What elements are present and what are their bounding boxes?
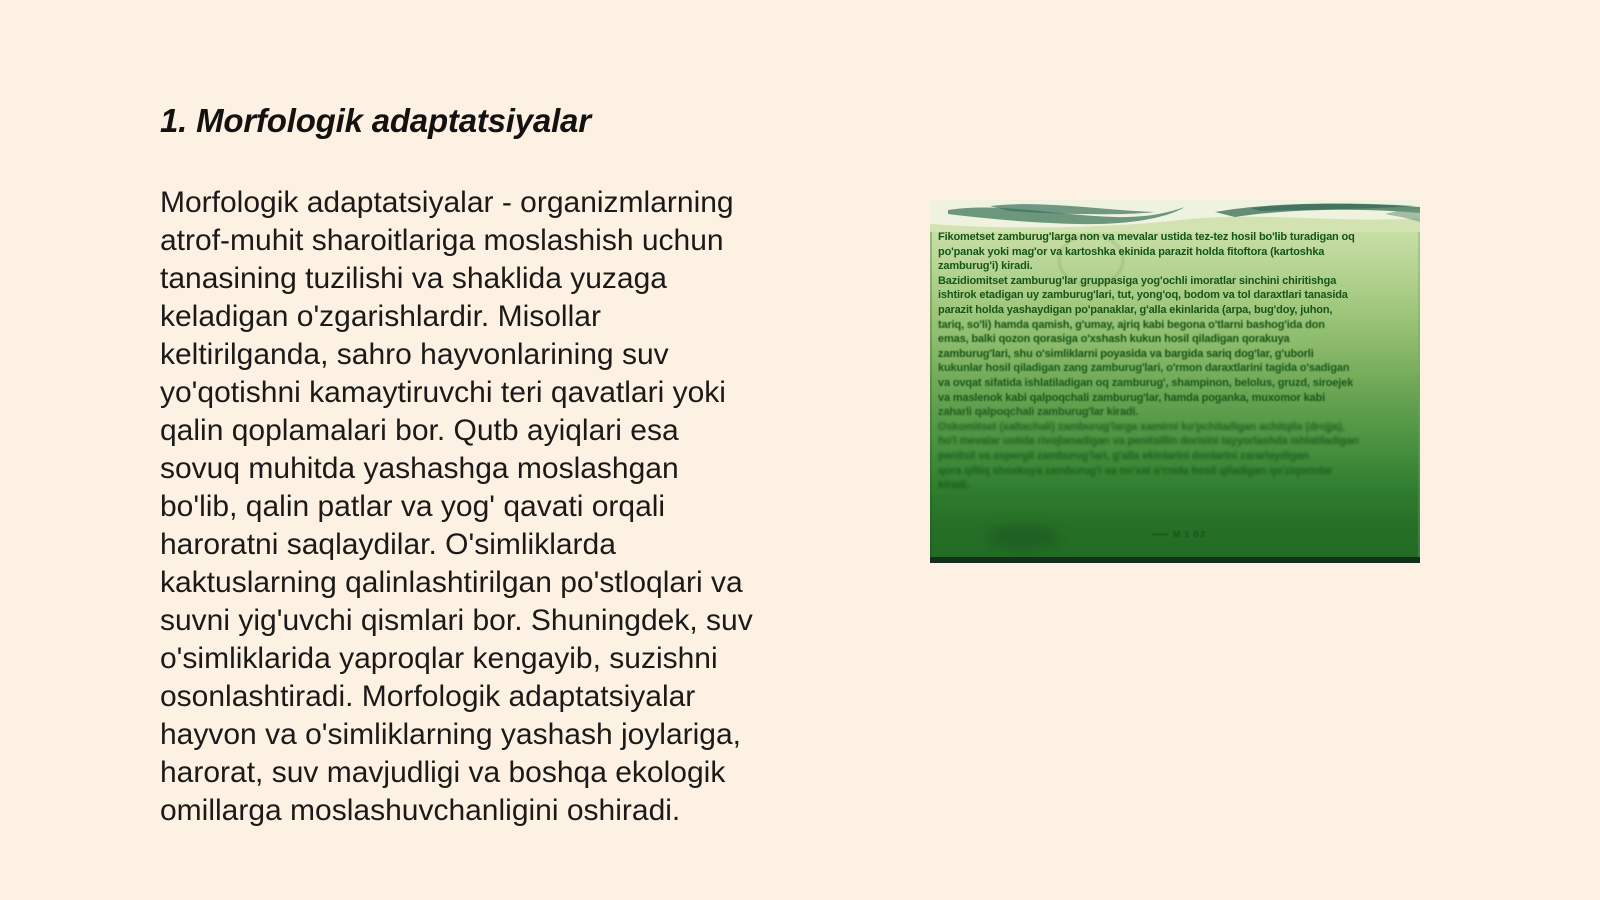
paragraph-line: harorat, suv mavjudligi va boshqa ekologik: [160, 756, 726, 789]
paragraph-line: Morfologik adaptatsiyalar - organizmlarning: [160, 186, 734, 219]
paragraph-line: omillarga moslashuvchanligini oshiradi.: [160, 794, 681, 827]
figure-text-line: Fikometset zamburug'larga non va mevalar ustida tez-tez hosil bo'lib turadigan oq: [938, 231, 1355, 243]
fungi-text-figure: [930, 200, 1420, 563]
figure-text: [938, 230, 1416, 493]
paragraph-line: hayvon va o'simliklarning yashash joylariga,: [160, 718, 742, 751]
figure-text-line: zaharli qalpoqchali zamburug'lar kiradi.: [938, 406, 1139, 419]
figure-text-line: kiradi.: [938, 479, 970, 492]
paragraph-line: suvni yig'uvchi qismlari bor. Shuningdek, suv: [160, 604, 753, 637]
figure-text-line: ho'l mevalar ustida rivojlanadigan va penitsillin dorisini tayyorlashda ishlatiladigan: [938, 435, 1359, 448]
main-content: [160, 102, 860, 830]
paragraph-line: tanasining tuzilishi va shaklida yuzaga: [160, 262, 667, 295]
figure-text-line: penitsil va aspergil zamburug'lari, g'alla ekinlarini donlarini zararlaydigan: [938, 449, 1309, 462]
paragraph-line: yo'qotishni kamaytiruvchi teri qavatlari yoki: [160, 376, 726, 409]
figure-text-line: Bazidiomitset zamburug'lar gruppasiga yog'ochli imoratlar sinchini chiritishga: [938, 274, 1337, 287]
paragraph-line: haroratni saqlaydilar. O'simliklarda: [160, 528, 616, 561]
paragraph-line: qalin qoplamalari bor. Qutb ayiqlari esa: [160, 414, 679, 447]
paragraph-line: sovuq muhitda yashashga moslashgan: [160, 452, 679, 485]
paragraph-line: atrof-muhit sharoitlariga moslashish uchun: [160, 224, 724, 257]
figure-text-line: Oskomitset (xaltachali) zamburug'larga xamirni ko'pchitadigan achitqila (drojja),: [938, 420, 1345, 433]
figure-text-line: qora qiltiq shoxkuya zamburug'i va no'xat o'rnida hosil qiladigan qo'ziqorinlar: [938, 464, 1333, 477]
smudge-watermark: [988, 526, 1058, 548]
figure-text-line: parazit holda yashaydigan po'panaklar, g'alla ekinlarida (arpa, bug'doy, juhon,: [938, 303, 1333, 316]
figure-watermark: [1152, 529, 1206, 539]
watercolor-wave-decoration: [930, 200, 1420, 232]
figure-text-line: zamburug'i) kiradi.: [938, 260, 1033, 273]
figure-text-line: va maslenok kabi qalpoqchali zamburug'lar, hamda poganka, muxomor kabi: [938, 391, 1326, 404]
figure-text-line: zamburug'lari, shu o'simliklarni poyasida va bargida sariq dog'lar, g'uborli: [938, 347, 1314, 360]
watermark-dash: [1152, 534, 1168, 535]
page-title: 1. Morfologik adaptatsiyalar: [160, 102, 591, 139]
figure-text-line: kukunlar hosil qiladigan zang zamburug'lari, o'rmon daraxtlarini tagida o'sadigan: [938, 362, 1350, 375]
figure-text-line: ishtirok etadigan uy zamburug'lari, tut, yong'oq, bodom va tol daraxtlari tanasida: [938, 289, 1348, 302]
watermark-text: M 1 B2: [1173, 529, 1206, 539]
paragraph-line: osonlashtiradi. Morfologik adaptatsiyalar: [160, 680, 696, 713]
paragraph-line: o'simliklarida yaproqlar kengayib, suzishni: [160, 642, 718, 675]
figure-text-line: va ovqat sifatida ishlatiladigan oq zamburug', shampinon, belolus, gruzd, siroejek: [938, 376, 1354, 389]
figure-text-line: emas, balki qozon qorasiga o'xshash kukun hosil qiladigan qorakuya: [938, 333, 1290, 346]
paragraph-line: keltirilganda, sahro hayvonlarining suv: [160, 338, 669, 371]
paragraph-line: bo'lib, qalin patlar va yog' qavati orqali: [160, 490, 666, 523]
paragraph-line: kaktuslarning qalinlashtirilgan po'stloqlari va: [160, 566, 743, 599]
figure-text-line: tariq, so'li) hamda qamish, g'umay, ajriq kabi begona o'tlarni bashog'ida don: [938, 318, 1325, 331]
paragraph-line: keladigan o'zgarishlardir. Misollar: [160, 300, 601, 333]
body-paragraph: [160, 184, 860, 830]
figure-footer-strip: [930, 557, 1420, 563]
figure-text-line: po'panak yoki mag'or va kartoshka ekinida parazit holda fitoftora (kartoshka: [938, 245, 1325, 258]
